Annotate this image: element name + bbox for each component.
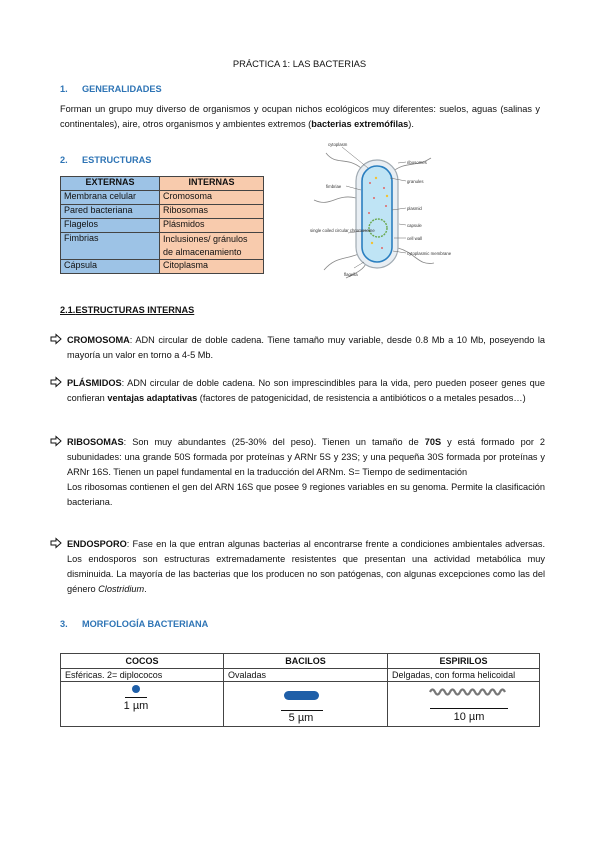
table-row — [61, 260, 264, 274]
section-1-number: 1. — [60, 84, 68, 94]
desc-cocos: Esféricas. 2= diplococos — [61, 669, 224, 682]
ribosomas-bold: 70S — [424, 437, 442, 447]
arrow-right-icon — [50, 435, 62, 447]
section-1-heading — [60, 84, 162, 94]
figure-cocos — [61, 682, 224, 727]
ribosomas-desc-b: y está formado por 2 subunidades: una grande 50S formada por proteínas y ARNr 5S y 23S; y una pequeña 30S formada por proteínas y ARNr 16S. Tienen un papel fundamental en la traducción del ARNm. S= Tiempo de sedimentación — [67, 437, 545, 477]
label-capsule: capsule — [407, 223, 422, 228]
externa-cell: Cápsula — [61, 260, 160, 274]
item-plasmidos — [67, 376, 545, 406]
s1-text-bold: bacterias extremófilas — [311, 119, 409, 129]
cell-wall-shape — [362, 166, 392, 262]
label-ribosomes: ribosomes — [407, 160, 427, 165]
morphology-desc-row — [61, 669, 540, 682]
ribosomas-desc-a: : Son muy abundantes (25-30% del peso). Tienen un tamaño de — [123, 437, 425, 447]
desc-bacilos: Ovaladas — [224, 669, 388, 682]
section-3-title: MORFOLOGÍA BACTERIANA — [82, 619, 209, 629]
header-espirilos: ESPIRILOS — [388, 654, 540, 669]
arrow-right-icon — [50, 376, 62, 388]
scale-label-bacilos: 5 µm — [288, 712, 314, 724]
externa-cell: Flagelos — [61, 219, 160, 233]
label-plasmid: plasmid — [407, 206, 422, 211]
s1-text-a: Forman un grupo muy diverso de organismos y ocupan nichos ecológicos muy diferentes: suelos, aguas (salinas y continentales), aire, otros organismos y ambientes extremos ( — [60, 104, 540, 129]
scale-bar — [430, 708, 508, 709]
bacterium-diagram — [306, 138, 452, 280]
item-ribosomas — [67, 435, 545, 510]
plasmidos-desc-a: : ADN circular de doble cadena. No son imprescindibles para la vida, pero pueden poseer genes que confieran — [67, 378, 545, 403]
ribosomas-text — [67, 435, 545, 480]
header-internas: INTERNAS — [160, 177, 264, 191]
table-row — [61, 191, 264, 205]
label-cytoplasm: cytoplasm — [328, 142, 348, 147]
arrow-right-icon — [50, 537, 62, 549]
structures-header-row — [61, 177, 264, 191]
coccus-shape — [132, 685, 140, 693]
label-fimbriae: fimbriae — [326, 184, 342, 189]
scale-label-espirilos: 10 µm — [453, 711, 485, 723]
spirillum-shape — [430, 687, 508, 697]
section-1-title: GENERALIDADES — [82, 84, 162, 94]
section-2-1-heading — [60, 305, 194, 315]
interna-cell: Ribosomas — [160, 205, 264, 219]
scale-label-cocos: 1 µm — [123, 700, 149, 712]
externa-cell: Fimbrias — [61, 233, 160, 260]
figure-bacilos — [224, 682, 388, 727]
table-row — [61, 219, 264, 233]
table-row — [61, 233, 264, 260]
table-row — [61, 205, 264, 219]
section-2-number: 2. — [60, 155, 68, 165]
externa-cell: Membrana celular — [61, 191, 160, 205]
section-3-heading — [60, 619, 208, 629]
section-2-title: ESTRUCTURAS — [82, 155, 152, 165]
bacillus-shape — [284, 691, 319, 700]
endosporo-italic: Clostridium — [98, 584, 145, 594]
endosporo-desc-b: . — [144, 584, 147, 594]
interna-cell: Inclusiones/ gránulos de almacenamiento — [160, 233, 264, 260]
section-2-1-number: 2.1. — [60, 305, 76, 315]
figure-espirilos — [388, 682, 540, 727]
label-granules: granules — [407, 179, 424, 184]
morphology-table — [60, 653, 540, 727]
header-bacilos: BACILOS — [224, 654, 388, 669]
section-2-1-title: ESTRUCTURAS INTERNAS — [75, 305, 195, 315]
label-flagella: flagella — [344, 272, 358, 277]
label-chromosome: single coiled circular chromosome — [310, 228, 375, 233]
plasmidos-desc-b: (factores de patogenicidad, de resistencia a antibióticos o a metales pesados…) — [197, 393, 526, 403]
item-cromosoma — [67, 333, 545, 363]
ribosomas-text-2: Los ribosomas contienen el gen del ARN 16S que posee 9 regiones variables en su genoma. Permite la clasificación bacteriana. — [67, 482, 545, 507]
term-endosporo: ENDOSPORO — [67, 539, 127, 549]
label-membrane: cytoplasmic membrane — [407, 251, 452, 256]
structures-table — [60, 176, 264, 274]
interna-cell: Citoplasma — [160, 260, 264, 274]
desc-espirilos: Delgadas, con forma helicoidal — [388, 669, 540, 682]
externa-cell: Pared bacteriana — [61, 205, 160, 219]
label-cell-wall: cell wall — [407, 236, 423, 241]
scale-bar — [125, 697, 147, 698]
morphology-figure-row — [61, 682, 540, 727]
scale-bar — [281, 710, 323, 711]
plasmidos-bold: ventajas adaptativas — [107, 393, 198, 403]
morphology-header-row — [61, 654, 540, 669]
term-plasmidos: PLÁSMIDOS — [67, 378, 122, 388]
term-cromosoma: CROMOSOMA — [67, 335, 130, 345]
s1-text-b: ). — [408, 119, 414, 129]
section-3-number: 3. — [60, 619, 68, 629]
cromosoma-text — [67, 333, 545, 363]
endosporo-text — [67, 537, 545, 597]
item-endosporo — [67, 537, 545, 597]
page-title: PRÁCTICA 1: LAS BACTERIAS — [232, 58, 367, 69]
term-ribosomas: RIBOSOMAS — [67, 437, 124, 447]
interna-cell: Cromosoma — [160, 191, 264, 205]
plasmidos-text — [67, 376, 545, 406]
endosporo-desc-a: : Fase en la que entran algunas bacterias al encontrarse frente a condiciones ambientales adversas. Los endosporos son estructuras extremadamente resistentes que presentan una actividad metabólica muy disminuida. La mayoría de las bacterias que los producen no son patógenas, con algunas excepciones como las del género — [67, 539, 545, 594]
arrow-right-icon — [50, 333, 62, 345]
section-1-text — [60, 102, 540, 132]
header-cocos: COCOS — [61, 654, 224, 669]
cromosoma-desc: : ADN circular de doble cadena. Tiene tamaño muy variable, desde 0.8 Mb a 10 Mb, poseyendo la mayoría un valor en torno a 4-5 Mb. — [67, 335, 545, 360]
section-2-heading — [60, 155, 151, 165]
header-externas: EXTERNAS — [61, 177, 160, 191]
interna-cell: Plásmidos — [160, 219, 264, 233]
